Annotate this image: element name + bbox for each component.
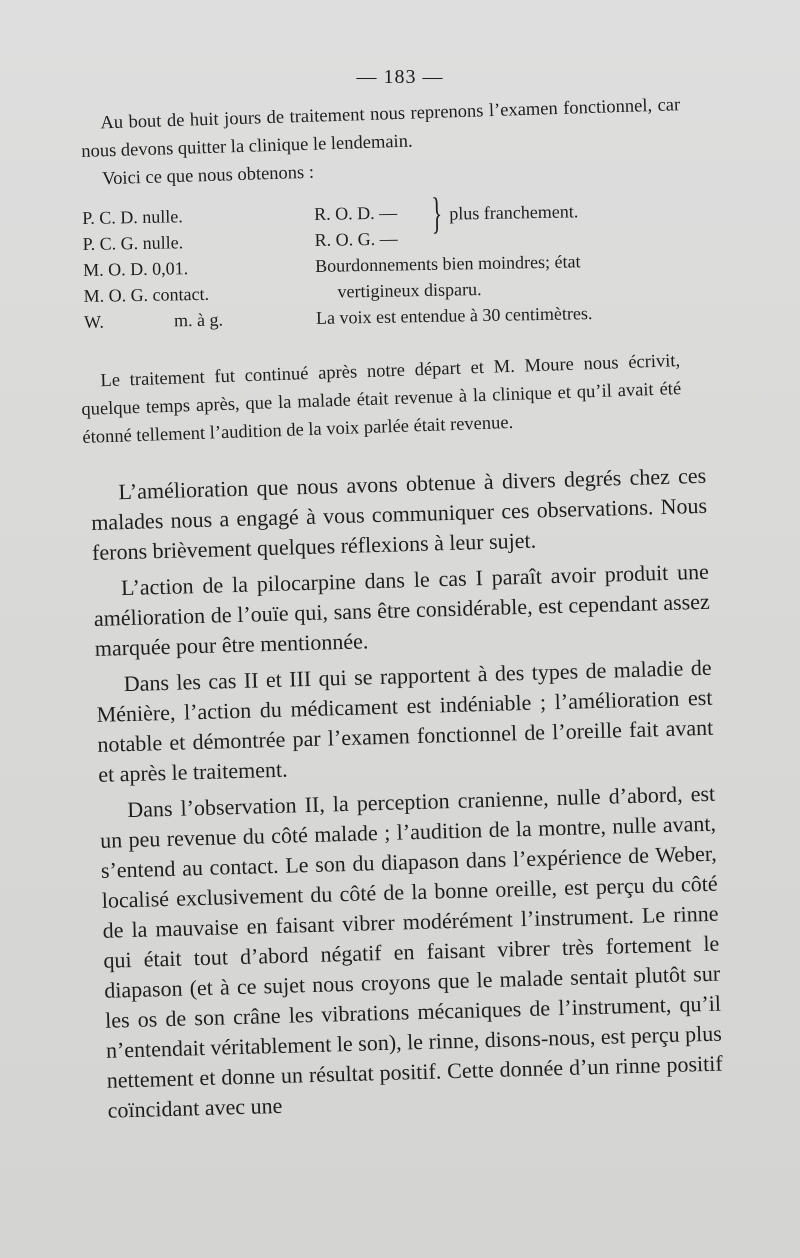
exam-mog: M. O. G. contact. xyxy=(83,283,210,306)
brace-group xyxy=(426,188,579,238)
exam-rod: R. O. D. — xyxy=(314,202,398,224)
exam-left-column xyxy=(82,201,294,335)
exam-rog: R. O. G. — xyxy=(314,228,398,250)
exam-right-column xyxy=(314,188,696,331)
main-text xyxy=(90,461,724,1132)
intro-block xyxy=(80,91,682,194)
intro-paragraph: Au bout de huit jours de traitement nous reprenons l’examen fonctionnel, car nous devons quitter la clinique le lendemain. xyxy=(81,95,681,162)
exam-results xyxy=(82,188,684,345)
paragraph-2: L’action de la pilocarpine dans le cas I paraît avoir produit une amélioration de l’ouïe qui, sans être considérable, est cependant assez marquée pour être mentionnée. xyxy=(93,558,711,661)
weber-label: W. xyxy=(83,311,105,332)
exam-pcg: P. C. G. nulle. xyxy=(82,232,184,254)
exam-voix: La voix est entendue à 30 centimètres. xyxy=(315,303,593,328)
continuation-paragraph: Le traitement fut continué après notre départ et M. Moure nous écrivit, quelque temps après, que la malade était revenue à la clinique et qu’il avait été étonné tellement l’audition de la voix parlée était revenue. xyxy=(81,351,682,448)
paragraph-4: Dans l’observation II, la perception cranienne, nulle d’abord, est un peu revenue du côté malade ; l’audition de la montre, nulle avant, s’entend au contact. Le son du diapason dans l’expérience de Weber, localisé exclusivement du côté de la bonne oreille, est perçu du côté de la mauvaise en faisant vibrer modérément l’instrument. Le rinne qui était tout d’abord négatif en faisant vibrer très fortement le diapason (et à ce sujet nous croyons que le malade sentait plutôt sur les os de son crâne les vibrations mécaniques de l’instrument, qu’il n’entendait véritablement le son), le rinne, disons-nous, est perçu plus nettement et donne un résultat positif. Cette donnée d’un rinne positif coïncidant avec une xyxy=(99,780,723,1123)
exam-pcd: P. C. D. nulle. xyxy=(82,206,183,228)
paragraph-3: Dans les cas II et III qui se rapportent à des types de maladie de Ménière, l’action du médicament est indéniable ; l’amélioration est notable et démontrée par l’examen fonctionnel de l’oreille fait avant et après le traitement. xyxy=(96,654,714,787)
continuation-block xyxy=(80,347,683,452)
curly-brace-icon: } xyxy=(431,188,443,238)
paragraph-1: L’amélioration que nous avons obtenue à divers degrés chez ces malades nous a engagé à vous communiquer ces observations. Nous ferons brièvement quelques réflexions à leur sujet. xyxy=(90,462,708,565)
exam-vertigineux: vertigineux disparu. xyxy=(337,279,482,302)
exam-mod: M. O. D. 0,01. xyxy=(82,258,189,280)
exam-bourdonnements: Bourdonnements bien moindres; état xyxy=(314,251,581,276)
weber-value: m. à g. xyxy=(173,309,224,331)
intro-lead: Voici ce que nous obtenons : xyxy=(101,162,315,190)
page-number: — 183 — xyxy=(356,66,444,88)
exam-weber xyxy=(84,305,294,335)
brace-label: plus franchement. xyxy=(449,201,579,224)
